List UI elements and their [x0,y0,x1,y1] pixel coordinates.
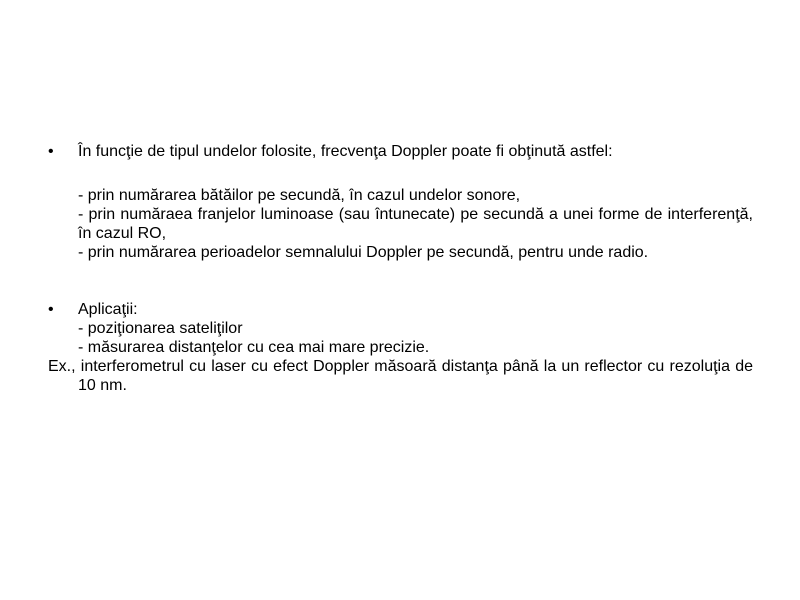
bullet-heading: Aplicaţii: [78,301,138,318]
bullet-marker: • [48,301,54,318]
slide-content [48,142,753,395]
list-item: - prin numărarea bătăilor pe secundă, în cazul undelor sonore, [78,187,521,204]
list-item: - măsurarea distanţelor cu cea mai mare precizie. [78,339,430,356]
bullet-applications [48,300,753,319]
list-item: - prin numărarea perioadelor semnalului Doppler pe secundă, pentru unde radio. [78,244,649,261]
example-paragraph: Ex., interferometrul cu laser cu efect Doppler măsoară distanţa până la un reflector cu rezoluţia de 10 nm. [48,358,753,394]
list-item: - prin număraea franjelor luminoase (sau întunecate) pe secundă a unei forme de interferenţă, în cazul RO, [78,206,753,242]
bullet-heading: În funcţie de tipul undelor folosite, frecvenţa Doppler poate fi obţinută astfel: [78,143,613,160]
list-item: - poziţionarea sateliţilor [78,320,243,337]
bullet-doppler-frequency [48,142,753,161]
bullet-marker: • [48,143,54,160]
